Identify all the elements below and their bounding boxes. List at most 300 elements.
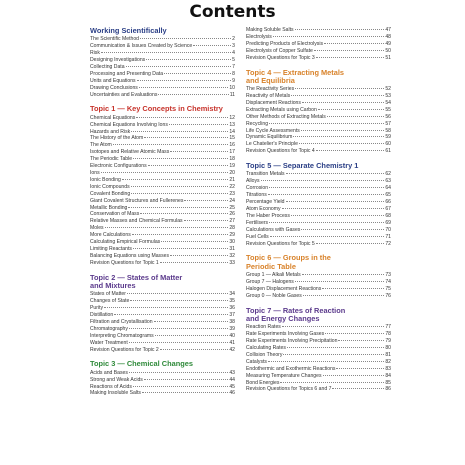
toc-entry-page: 80 [385,344,391,351]
toc-entry-page: 5 [232,57,235,64]
toc-entry-page: 78 [385,331,391,338]
toc-entry-title: Fuel Cells [246,233,269,240]
toc-entry[interactable] [90,319,235,326]
toc-entry-page: 35 [229,298,235,305]
toc-entry-title: Ionic Bonding [90,176,121,183]
toc-entry-title: Corrosion [246,185,269,192]
toc-entry[interactable] [246,380,391,387]
toc-entry-page: 70 [385,226,391,233]
toc-entry[interactable] [90,253,235,260]
toc-entry-page: 33 [229,259,235,266]
toc-entry-title: The Scientific Method [90,36,139,43]
toc-entry-page: 46 [229,390,235,397]
dot-leader [170,255,228,256]
dot-leader [322,288,384,289]
toc-entry-title: Reaction Rates [246,324,281,331]
dot-leader [299,143,384,144]
toc-entry[interactable] [246,234,391,241]
toc-entry-page: 27 [229,218,235,225]
toc-entry[interactable] [246,114,391,121]
dot-leader [184,200,228,201]
dot-leader [129,342,229,343]
toc-entry-title: The Haber Process [246,212,290,219]
toc-entry-title: The Atom [90,142,112,149]
toc-entry[interactable] [246,121,391,128]
toc-entry[interactable] [246,286,391,293]
section-heading-line: Topic 7 — Rates of Reaction [246,305,346,315]
toc-entry[interactable] [246,100,391,107]
toc-entry-page: 14 [229,128,235,135]
dot-leader [133,158,228,159]
toc-entry-title: Halogen Displacement Reactions [246,285,322,292]
toc-entry-title: Rate Experiments Involving Gases [246,331,325,338]
toc-entry-title: Hazards and Risk [90,128,131,135]
toc-entry-page: 67 [385,206,391,213]
toc-entry[interactable] [246,48,391,55]
toc-entry[interactable] [246,227,391,234]
dot-leader [133,248,228,249]
dot-leader [148,165,229,166]
toc-entry-page: 18 [229,156,235,163]
toc-entry-page: 21 [229,176,235,183]
toc-entry[interactable] [90,115,235,122]
dot-leader [291,215,384,216]
toc-entry-title: Endothermic and Exothermic Reactions [246,365,336,372]
dot-leader [286,173,385,174]
toc-entry[interactable] [90,326,235,333]
dot-leader [268,194,385,195]
toc-entry-title: Interpreting Chromatograms [90,332,154,339]
toc-entry-title: Ionic Compounds [90,183,130,190]
toc-entry[interactable] [90,142,235,149]
dot-leader [301,130,385,131]
dot-leader [161,241,228,242]
toc-entry[interactable] [90,156,235,163]
toc-entry-title: Revision Questions for Topic 2 [90,346,159,353]
dot-leader [164,73,231,74]
section-heading [90,274,235,291]
toc-entry-title: Making Soluble Salts [246,27,294,33]
toc-entry[interactable] [90,198,235,205]
toc-entry-page: 61 [385,148,391,155]
toc-entry[interactable] [246,352,391,359]
toc-entry[interactable] [246,293,391,300]
dot-leader [136,117,228,118]
dot-leader [140,213,228,214]
dot-leader [158,94,228,95]
section-heading-line: Topic 1 — Key Concepts in Chemistry [90,104,223,114]
section-heading [246,254,391,271]
toc-entry[interactable] [90,340,235,347]
toc-entry-title: Chemical Equations Involving Ions [90,121,168,128]
toc-entry-title: Percentage Yield [246,199,285,206]
section-heading-line: Topic 5 — Separate Chemistry 1 [246,161,359,171]
toc-entry-title: Transition Metals [246,171,285,178]
dot-leader [127,293,228,294]
dot-leader [332,388,384,389]
dot-leader [338,340,384,341]
dot-leader [137,80,232,81]
toc-entry-title: Strong and Weak Acids [90,376,143,383]
dot-leader [122,179,228,180]
toc-entry[interactable] [90,57,235,64]
toc-entry-title: Metallic Bonding [90,204,128,211]
toc-entry-title: Dynamic Equilibrium [246,134,293,141]
toc-entry[interactable] [90,211,235,218]
dot-leader [160,349,229,350]
dot-leader [269,187,384,188]
toc-entry-title: Bond Energies [246,379,280,386]
toc-entry-page: 23 [229,190,235,197]
toc-entry-title: Collision Theory [246,351,283,358]
toc-entry-title: Chromatography [90,325,128,332]
toc-entry[interactable] [90,384,235,391]
toc-entry[interactable] [246,55,391,62]
toc-entry-page: 65 [385,192,391,199]
dot-leader [154,321,229,322]
toc-entry-page: 81 [385,351,391,358]
toc-entry-page: 47 [385,27,391,33]
toc-entry-page: 76 [385,292,391,299]
toc-entry[interactable] [90,232,235,239]
toc-section [90,105,235,266]
toc-section [90,274,235,354]
toc-entry-page: 36 [229,305,235,312]
toc-entry-title: Atom Economy [246,206,281,213]
toc-entry[interactable] [90,92,235,99]
dot-leader [270,236,385,237]
section-heading-line: Topic 2 — States of Matter [90,272,183,282]
section-heading-line: Topic 4 — Extracting Metals [246,67,345,77]
toc-entry-page: 73 [385,272,391,279]
toc-entry-title: Uncertainties and Evaluations [90,91,158,98]
toc-entry[interactable] [90,50,235,57]
toc-entry[interactable] [90,260,235,267]
toc-entry-page: 10 [229,84,235,91]
dot-leader [269,123,384,124]
toc-entry-title: Collecting Data [90,63,125,70]
toc-entry-page: 4 [232,50,235,57]
toc-entry-title: The Periodic Table [90,156,133,163]
toc-entry-page: 57 [385,120,391,127]
toc-entry[interactable] [90,36,235,43]
dot-leader [287,347,384,348]
toc-entry-title: Changes of State [90,298,130,305]
toc-entry[interactable] [90,71,235,78]
dot-leader [160,262,229,263]
toc-entry[interactable] [246,220,391,227]
section-heading-line: and Energy Changes [246,313,320,323]
toc-entry-page: 41 [229,339,235,346]
toc-entry-page: 59 [385,134,391,141]
toc-entry[interactable] [246,338,391,345]
toc-entry-title: Distillation [90,312,114,318]
dot-leader [316,150,385,151]
toc-entry-title: Water Treatment [90,339,128,346]
toc-entry-page: 63 [385,178,391,185]
toc-entry-page: 55 [385,106,391,113]
toc-entry[interactable] [90,135,235,142]
toc-entry[interactable] [246,93,391,100]
section-heading-line: Topic 6 — Groups in the [246,253,331,263]
dot-leader [155,335,229,336]
toc-entry-page: 31 [229,245,235,252]
toc-entry[interactable] [90,218,235,225]
toc-entry[interactable] [246,34,391,41]
toc-entry-title: Purity [90,305,104,312]
dot-leader [193,45,231,46]
toc-entry-title: Reactions of Acids [90,383,132,390]
toc-entry-title: Predicting Products of Electrolysis [246,40,324,47]
toc-entry[interactable] [90,78,235,85]
toc-entry[interactable] [246,366,391,373]
toc-entry-page: 48 [385,33,391,40]
toc-entry-title: Revision Questions for Topic 4 [246,148,315,155]
toc-entry-page: 38 [229,318,235,325]
dot-leader [129,372,228,373]
toc-entry-page: 71 [385,233,391,240]
toc-entry-page: 3 [232,43,235,50]
toc-entry-title: Electronic Configurations [90,163,147,170]
dot-leader [293,136,384,137]
dot-leader [184,220,229,221]
toc-entry[interactable] [246,141,391,148]
toc-entry[interactable] [246,345,391,352]
toc-entry-title: Catalysts [246,358,267,365]
dot-leader [291,95,384,96]
dot-leader [133,386,228,387]
toc-entry[interactable] [90,43,235,50]
toc-entry-title: Acids and Bases [90,369,128,376]
toc-entry[interactable] [90,239,235,246]
toc-entry-page: 50 [385,47,391,54]
toc-entry-title: Giant Covalent Structures and Fullerenes [90,197,184,204]
toc-entry-page: 56 [385,113,391,120]
toc-entry-page: 44 [229,376,235,383]
toc-entry-page: 20 [229,170,235,176]
dot-leader [283,354,384,355]
toc-entry[interactable] [246,134,391,141]
toc-entry[interactable] [246,148,391,155]
toc-entry-page: 28 [229,225,235,232]
toc-entry[interactable] [246,206,391,213]
toc-entry-title: Designing Investigations [90,57,146,64]
toc-entry-page: 72 [385,240,391,247]
toc-entry[interactable] [246,324,391,331]
toc-entry[interactable] [246,272,391,279]
toc-entry-title: Revision Questions for Topic 3 [246,54,315,61]
toc-entry-title: Drawing Conclusions [90,84,138,91]
toc-entry-title: Chemical Equations [90,114,136,121]
toc-entry-title: Calculating Rates [246,344,286,351]
dot-leader [301,229,384,230]
toc-entry[interactable] [90,333,235,340]
toc-entry[interactable] [246,27,391,34]
toc-entry-title: Electrolysis of Copper Sulfate [246,47,313,54]
dot-leader [132,234,229,235]
toc-entry-title: Rate Experiments Involving Precipitation [246,338,338,345]
dot-leader [282,326,385,327]
dot-leader [114,314,228,315]
toc-entry-page: 24 [229,197,235,204]
toc-entry-page: 74 [385,278,391,285]
dot-leader [113,144,229,145]
toc-entry-page: 52 [385,86,391,93]
toc-section [246,69,391,156]
toc-entry-title: Le Chatelier's Principle [246,141,298,148]
section-heading [90,27,235,35]
toc-entry-title: States of Matter [90,291,126,298]
toc-entry-title: Balancing Equations using Masses [90,252,170,259]
toc-entry[interactable] [90,225,235,232]
dot-leader [131,186,229,187]
toc-entry-title: Moles [90,225,104,232]
toc-entry-page: 62 [385,171,391,178]
dot-leader [316,243,385,244]
toc-entry[interactable] [90,390,235,397]
dot-leader [144,137,228,138]
toc-entry-page: 58 [385,127,391,134]
toc-entry-page: 64 [385,185,391,192]
toc-entry-page: 15 [229,135,235,142]
toc-entry[interactable] [90,129,235,136]
toc-entry[interactable] [90,312,235,319]
section-heading [90,105,235,113]
toc-entry-page: 34 [229,291,235,298]
toc-entry-title: Displacement Reactions [246,99,301,106]
toc-entry[interactable] [246,373,391,380]
toc-entry[interactable] [90,177,235,184]
toc-entry-page: 37 [229,312,235,318]
toc-entry[interactable] [246,331,391,338]
toc-entry[interactable] [246,279,391,286]
dot-leader [302,274,385,275]
toc-entry-page: 45 [229,383,235,390]
toc-entry-title: More Calculations [90,232,131,239]
toc-entry-page: 60 [385,141,391,148]
toc-entry[interactable] [90,377,235,384]
toc-entry[interactable] [246,241,391,248]
dot-leader [129,328,228,329]
toc-entry-page: 8 [232,70,235,77]
toc-entry-page: 12 [229,114,235,121]
toc-entry-title: Calculating Empirical Formulas [90,239,161,246]
toc-entry[interactable] [246,359,391,366]
toc-entry[interactable] [90,64,235,71]
toc-entry[interactable] [90,149,235,156]
toc-entry-title: Making Insoluble Salts [90,390,141,397]
toc-entry-page: 77 [385,324,391,331]
toc-entry[interactable] [246,192,391,199]
toc-entry[interactable] [246,41,391,48]
toc-entry[interactable] [246,128,391,135]
toc-entry-title: Titrations [246,192,267,199]
toc-entry-page: 39 [229,325,235,332]
toc-entry-title: Processing and Presenting Data [90,70,164,77]
dot-leader [336,368,384,369]
toc-entry[interactable] [246,386,391,393]
toc-entry[interactable] [90,298,235,305]
section-heading-line: Topic 3 — Chemical Changes [90,359,193,369]
toc-entry[interactable] [246,213,391,220]
dot-leader [303,295,385,296]
toc-entry[interactable] [90,170,235,177]
toc-entry[interactable] [90,291,235,298]
toc-entry-page: 51 [385,54,391,61]
dot-leader [101,172,229,173]
toc-entry-page: 9 [232,77,235,84]
toc-section [90,360,235,397]
dot-leader [131,131,228,132]
toc-entry[interactable] [246,171,391,178]
toc-entry[interactable] [90,184,235,191]
dot-leader [128,207,228,208]
toc-entry-page: 2 [232,36,235,43]
toc-entry-title: Communication & Issues Created by Science [90,43,193,50]
section-heading [246,307,391,324]
toc-entry-title: Group 1 — Alkali Metals [246,272,301,279]
toc-entry[interactable] [90,122,235,129]
toc-entry[interactable] [90,246,235,253]
toc-entry-title: Reactivity of Metals [246,93,291,100]
toc-entry-title: Recycling [246,120,269,127]
dot-leader [105,227,229,228]
toc-entry-page: 42 [229,346,235,353]
toc-entry[interactable] [90,305,235,312]
dot-leader [282,208,385,209]
toc-entry[interactable] [90,163,235,170]
toc-section [90,27,235,98]
toc-entry-title: Filtration and Crystallisation [90,318,153,325]
toc-entry[interactable] [90,205,235,212]
toc-entry[interactable] [90,85,235,92]
toc-entry[interactable] [90,370,235,377]
toc-entry[interactable] [246,199,391,206]
toc-entry[interactable] [90,191,235,198]
toc-entry-page: 54 [385,99,391,106]
dot-leader [146,59,231,60]
toc-entry-title: Measuring Temperature Changes [246,372,322,379]
toc-entry-title: Revision Questions for Topics 6 and 7 [246,386,332,393]
toc-entry-title: Revision Questions for Topic 5 [246,240,315,247]
toc-entry[interactable] [246,86,391,93]
dot-leader [316,57,385,58]
dot-leader [144,379,228,380]
dot-leader [295,29,385,30]
toc-entry-page: 86 [385,386,391,393]
dot-leader [302,102,384,103]
toc-entry-page: 66 [385,199,391,206]
toc-entry-page: 75 [385,285,391,292]
toc-entry-title: Calculations with Gases [246,226,301,233]
toc-entry-title: Group 0 — Noble Gases [246,292,302,299]
toc-section [246,162,391,247]
toc-entry[interactable] [246,107,391,114]
section-heading-line: and Mixtures [90,280,136,290]
toc-entry[interactable] [90,347,235,354]
toc-entry-title: Conservation of Mass [90,211,140,218]
toc-entry-title: Group 7 — Halogens [246,278,294,285]
toc-entry-title: Relative Masses and Chemical Formulas [90,218,183,225]
toc-entry[interactable] [246,178,391,185]
section-heading [246,162,391,170]
toc-entry-page: 13 [229,121,235,128]
toc-entry-page: 17 [229,149,235,156]
toc-entry-page: 25 [229,204,235,211]
dot-leader [104,307,228,308]
toc-entry[interactable] [246,185,391,192]
dot-leader [323,375,385,376]
